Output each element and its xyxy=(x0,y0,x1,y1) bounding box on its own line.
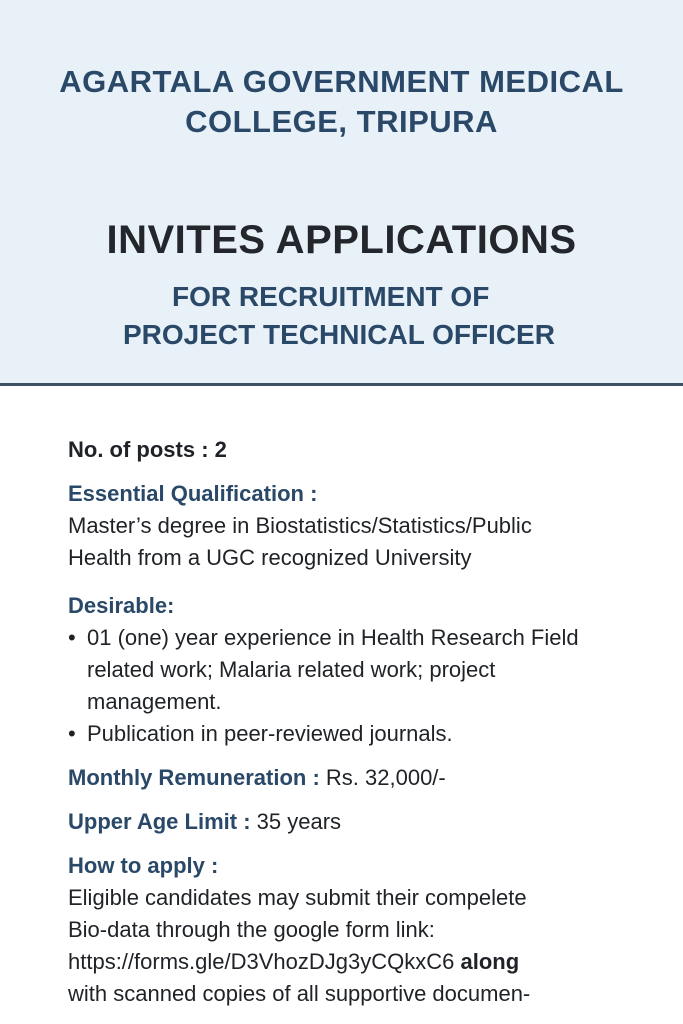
google-form-link[interactable]: https://forms.gle/D3VhozDJg3yCQkxC6 xyxy=(68,949,455,974)
desirable-item-line: management. xyxy=(87,689,222,714)
desirable-item xyxy=(68,622,648,718)
desirable-item-line: Publication in peer-reviewed journals. xyxy=(87,721,453,746)
posts-label: No. of posts : xyxy=(68,437,209,462)
apply-text-line2: Bio-data through the google form link: xyxy=(68,917,435,942)
essential-qualification-label: Essential Qualification : xyxy=(68,481,318,506)
age-limit-label: Upper Age Limit : xyxy=(68,809,251,834)
recruitment-subheading-line2: PROJECT TECHNICAL OFFICER xyxy=(123,319,555,350)
apply-text-line1: Eligible candidates may submit their compelete xyxy=(68,885,527,910)
remuneration-label: Monthly Remuneration : xyxy=(68,765,320,790)
posts-row xyxy=(68,434,648,466)
age-limit-value: 35 years xyxy=(256,809,342,834)
essential-qualification-line1: Master’s degree in Biostatistics/Statistics/Public xyxy=(68,513,532,538)
header-banner xyxy=(0,0,683,386)
institution-title-line2: COLLEGE, TRIPURA xyxy=(185,104,498,139)
remuneration-value: Rs. 32,000/- xyxy=(325,765,446,790)
desirable-item xyxy=(68,718,648,750)
how-to-apply-label: How to apply : xyxy=(68,853,219,878)
remuneration-row xyxy=(68,762,648,794)
posts-value: 2 xyxy=(214,437,227,462)
essential-qualification-line2: Health from a UGC recognized University xyxy=(68,545,472,570)
recruitment-subheading-line1: FOR RECRUITMENT OF xyxy=(172,281,490,312)
desirable-item-line: 01 (one) year experience in Health Research Field xyxy=(87,625,579,650)
apply-text-line4: with scanned copies of all supportive documen- xyxy=(68,981,531,1006)
apply-link-row xyxy=(68,946,648,978)
recruitment-subheading xyxy=(0,278,683,354)
desirable-label: Desirable: xyxy=(68,593,175,618)
job-details xyxy=(68,434,648,1010)
institution-title-line1: AGARTALA GOVERNMENT MEDICAL xyxy=(59,64,624,99)
desirable-item-line: related work; Malaria related work; project xyxy=(87,657,496,682)
apply-along-text: along xyxy=(460,949,520,974)
invites-heading: INVITES APPLICATIONS xyxy=(106,218,577,262)
age-limit-row xyxy=(68,806,648,838)
desirable-list xyxy=(68,622,648,750)
institution-title xyxy=(0,62,683,142)
